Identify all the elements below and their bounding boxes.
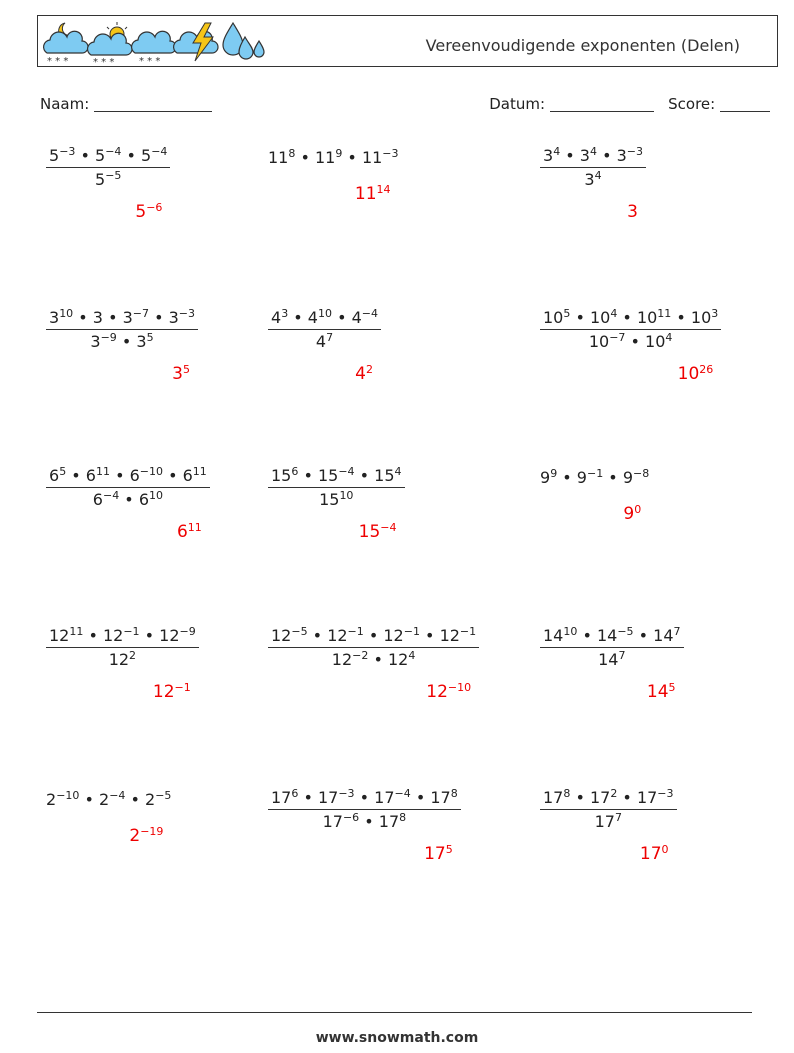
numerator: $6^5$ • $6^{11}$ • $6^{-10}$ • $6^{11}$ xyxy=(49,465,207,485)
problem-6 xyxy=(540,308,721,351)
denominator: $17^7$ xyxy=(594,811,622,831)
fraction xyxy=(268,626,479,669)
svg-text:* * *: * * * xyxy=(93,57,115,65)
numerator: $3^{10}$ • 3 • $3^{-7}$ • $3^{-3}$ xyxy=(49,307,195,327)
problem-7 xyxy=(46,466,210,509)
problem-1 xyxy=(46,146,170,189)
water-drops-icon xyxy=(223,23,264,59)
answer-10: $12^{-1}$ xyxy=(152,681,191,702)
denominator: $12^2$ xyxy=(108,649,137,669)
score-label: Score: xyxy=(668,95,716,113)
numerator: $12^{11}$ • $12^{-1}$ • $12^{-9}$ xyxy=(49,625,196,645)
answer-13: $2^{-19}$ xyxy=(129,825,164,846)
answer-8: $15^{-4}$ xyxy=(358,521,397,542)
numerator: $10^5$ • $10^4$ • $10^{11}$ • $10^3$ xyxy=(543,307,719,327)
fraction xyxy=(46,308,198,351)
numerator: $12^{-5}$ • $12^{-1}$ • $12^{-1}$ • $12^{-1}$ xyxy=(271,625,477,645)
weather-icons xyxy=(41,19,271,65)
fraction xyxy=(268,466,405,509)
denominator: $10^{-7}$ • $10^4$ xyxy=(588,331,673,351)
denominator: $4^7$ xyxy=(315,331,334,351)
problem-4 xyxy=(46,308,198,351)
cloud-sun-snow-icon xyxy=(88,22,132,65)
answer-1: $5^{-6}$ xyxy=(135,201,163,222)
denominator: $14^7$ xyxy=(598,649,626,669)
answer-9: $9^0$ xyxy=(623,503,642,524)
date-label: Datum: xyxy=(489,95,546,113)
answer-3: 3 xyxy=(627,202,638,222)
denominator: $3^4$ xyxy=(584,169,602,189)
numerator: $4^3$ • $4^{10}$ • $4^{-4}$ xyxy=(271,307,378,327)
problem-8 xyxy=(268,466,405,509)
numerator: $14^{10}$ • $14^{-5}$ • $14^7$ xyxy=(543,625,681,645)
fraction xyxy=(46,466,210,509)
numerator: $15^6$ • $15^{-4}$ • $15^4$ xyxy=(271,465,402,485)
fraction xyxy=(46,626,199,669)
problem-5 xyxy=(268,308,381,351)
name-label: Naam: xyxy=(40,95,90,113)
fraction xyxy=(540,626,684,669)
worksheet-title: Vereenvoudigende exponenten (Delen) xyxy=(425,36,740,55)
numerator: $5^{-3}$ • $5^{-4}$ • $5^{-4}$ xyxy=(49,145,168,165)
fraction xyxy=(540,308,721,351)
footer-url: www.snowmath.com xyxy=(315,1030,479,1046)
fraction xyxy=(268,308,381,351)
cloud-snow-icon xyxy=(132,31,176,65)
problem-11 xyxy=(268,626,479,669)
answer-14: $17^5$ xyxy=(424,843,453,864)
problem-15 xyxy=(540,788,677,831)
cloud-moon-snow-icon xyxy=(44,23,88,65)
answer-11: $12^{-10}$ xyxy=(426,681,472,702)
cloud-lightning-icon xyxy=(174,23,218,61)
expression: $9^9$ • $9^{-1}$ • $9^{-8}$ xyxy=(540,467,650,487)
name-blank[interactable] xyxy=(94,97,212,112)
svg-text:* * *: * * * xyxy=(47,56,69,65)
name-field xyxy=(40,95,212,113)
expression: $2^{-10}$ • $2^{-4}$ • $2^{-5}$ xyxy=(46,789,172,809)
expression: $11^8$ • $11^9$ • $11^{-3}$ xyxy=(268,147,399,167)
answer-2: $11^{14}$ xyxy=(354,183,391,204)
denominator: $17^{-6}$ • $17^8$ xyxy=(322,811,407,831)
denominator: $12^{-2}$ • $12^4$ xyxy=(331,649,416,669)
footer-rule xyxy=(37,1012,752,1013)
denominator: $15^{10}$ xyxy=(319,489,354,509)
date-score-fields xyxy=(489,95,770,113)
numerator: $17^6$ • $17^{-3}$ • $17^{-4}$ • $17^8$ xyxy=(271,787,458,807)
problem-13 xyxy=(46,788,171,809)
score-blank[interactable] xyxy=(720,97,770,112)
problem-12 xyxy=(540,626,684,669)
answer-15: $17^0$ xyxy=(639,843,669,864)
problem-2 xyxy=(268,146,399,167)
denominator: $3^{-9}$ • $3^5$ xyxy=(90,331,154,351)
fraction xyxy=(540,146,646,189)
problem-10 xyxy=(46,626,199,669)
numerator: $17^8$ • $17^2$ • $17^{-3}$ xyxy=(543,787,674,807)
answer-6: $10^{26}$ xyxy=(677,363,714,384)
numerator: $3^4$ • $3^4$ • $3^{-3}$ xyxy=(543,145,643,165)
problem-3 xyxy=(540,146,646,189)
fraction xyxy=(540,788,677,831)
answer-5: $4^2$ xyxy=(355,363,373,384)
problem-9 xyxy=(540,466,649,487)
denominator: $5^{-5}$ xyxy=(95,169,122,189)
date-blank[interactable] xyxy=(550,97,654,112)
problem-14 xyxy=(268,788,461,831)
answer-12: $14^5$ xyxy=(646,681,676,702)
denominator: $6^{-4}$ • $6^{10}$ xyxy=(92,489,163,509)
answer-4: $3^5$ xyxy=(172,363,190,384)
fraction xyxy=(268,788,461,831)
svg-text:* * *: * * * xyxy=(139,56,161,65)
fraction xyxy=(46,146,170,189)
answer-7: $6^{11}$ xyxy=(176,521,202,542)
worksheet-header xyxy=(37,15,778,67)
